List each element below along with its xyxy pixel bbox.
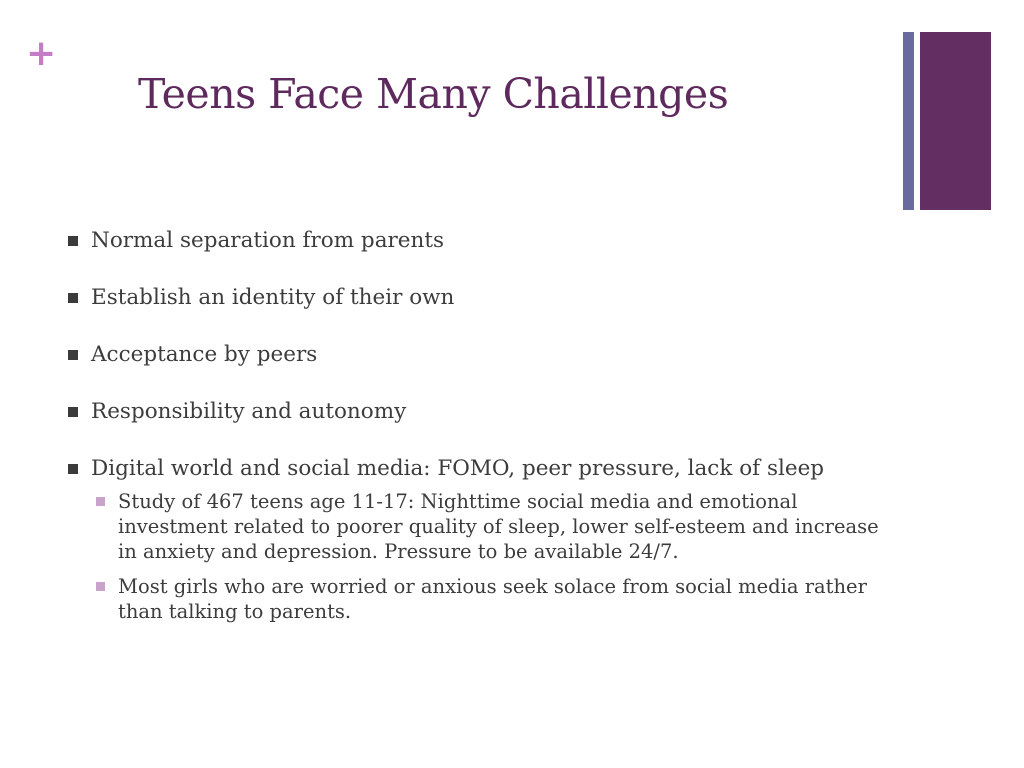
bullet-square-icon xyxy=(68,464,78,474)
bullet-list xyxy=(66,226,886,634)
bullet-text: Digital world and social media: FOMO, peer pressure, lack of sleep xyxy=(91,456,825,481)
plus-icon: + xyxy=(26,33,57,74)
bullet-item xyxy=(66,340,886,369)
sub-bullet-item xyxy=(91,489,886,564)
bullet-square-icon xyxy=(68,293,78,303)
bullet-text: Establish an identity of their own xyxy=(91,285,455,310)
bullet-item xyxy=(66,397,886,426)
bullet-square-icon xyxy=(68,350,78,360)
sub-bullet-list xyxy=(91,489,886,624)
bullet-square-icon xyxy=(68,407,78,417)
bullet-square-icon xyxy=(68,236,78,246)
bullet-item xyxy=(66,283,886,312)
bullet-item xyxy=(66,226,886,255)
sub-bullet-square-icon xyxy=(96,582,105,591)
bullet-text: Normal separation from parents xyxy=(91,228,445,253)
sub-bullet-text: Study of 467 teens age 11-17: Nighttime social media and emotional investment related to poorer quality of sleep, lower self-esteem and increase in anxiety and depression. Pressure to be available 24/7. xyxy=(118,490,879,563)
sub-bullet-square-icon xyxy=(96,497,105,506)
bullet-item xyxy=(66,454,886,624)
slide-title: Teens Face Many Challenges xyxy=(138,70,729,118)
sub-bullet-text: Most girls who are worried or anxious seek solace from social media rather than talking to parents. xyxy=(118,575,867,623)
sub-bullet-item xyxy=(91,574,886,624)
accent-bar-thick xyxy=(920,32,991,210)
bullet-text: Responsibility and autonomy xyxy=(91,399,407,424)
accent-bar-thin xyxy=(903,32,914,210)
bullet-text: Acceptance by peers xyxy=(91,342,318,367)
